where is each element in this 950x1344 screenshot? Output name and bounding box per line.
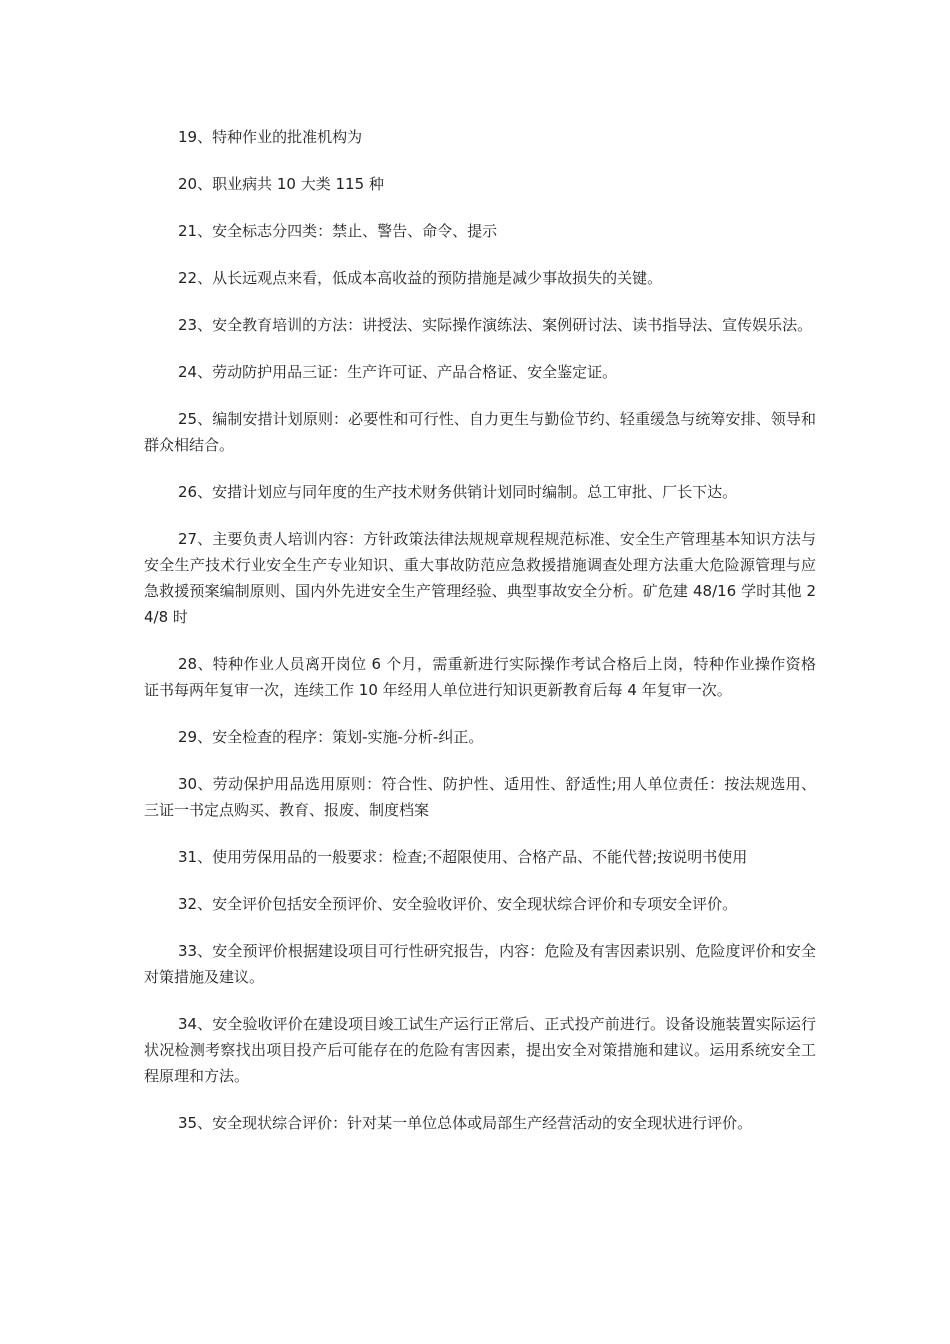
paragraph-33: 33、安全预评价根据建设项目可行性研究报告，内容：危险及有害因素识别、危险度评价和安全对策措施及建议。 <box>144 942 816 986</box>
paragraph-20: 20、职业病共 10 大类 115 种 <box>178 175 384 193</box>
paragraph-25: 25、编制安措计划原则：必要性和可行性、自力更生与勤俭节约、轻重缓急与统筹安排、领导和群众相结合。 <box>144 410 816 454</box>
paragraph-28: 28、特种作业人员离开岗位 6 个月，需重新进行实际操作考试合格后上岗，特种作业操作资格证书每两年复审一次，连续工作 10 年经用人单位进行知识更新教育后每 4 年复审一次。 <box>144 655 816 699</box>
paragraph-27: 27、主要负责人培训内容：方针政策法律法规规章规程规范标准、安全生产管理基本知识方法与安全生产技术行业安全生产专业知识、重大事故防范应急救援措施调查处理方法重大危险源管理与应急救援预案编制原则、国内外先进安全生产管理经验、典型事故安全分析。矿危建 48/16 学时其他 24/8 时 <box>144 530 816 626</box>
paragraph-32: 32、安全评价包括安全预评价、安全验收评价、安全现状综合评价和专项安全评价。 <box>178 895 738 913</box>
paragraph-21: 21、安全标志分四类：禁止、警告、命令、提示 <box>178 222 498 240</box>
paragraph-34: 34、安全验收评价在建设项目竣工试生产运行正常后、正式投产前进行。设备设施装置实际运行状况检测考察找出项目投产后可能存在的危险有害因素，提出安全对策措施和建议。运用系统安全工程原理和方法。 <box>144 1015 816 1085</box>
paragraph-23: 23、安全教育培训的方法：讲授法、实际操作演练法、案例研讨法、读书指导法、宣传娱乐法。 <box>178 316 813 334</box>
paragraph-22: 22、从长远观点来看，低成本高收益的预防措施是减少事故损失的关键。 <box>178 269 663 287</box>
paragraph-24: 24、劳动防护用品三证：生产许可证、产品合格证、安全鉴定证。 <box>178 363 618 381</box>
paragraph-26: 26、安措计划应与同年度的生产技术财务供销计划同时编制。总工审批、厂长下达。 <box>178 483 738 501</box>
paragraph-19: 19、特种作业的批准机构为 <box>178 128 363 146</box>
paragraph-30: 30、劳动保护用品选用原则：符合性、防护性、适用性、舒适性;用人单位责任：按法规选用、三证一书定点购买、教育、报废、制度档案 <box>144 775 816 819</box>
document-body <box>144 124 816 1157</box>
paragraph-31: 31、使用劳保用品的一般要求：检查;不超限使用、合格产品、不能代替;按说明书使用 <box>178 848 748 866</box>
paragraph-29: 29、安全检查的程序：策划-实施-分析-纠正。 <box>178 728 484 746</box>
paragraph-35: 35、安全现状综合评价：针对某一单位总体或局部生产经营活动的安全现状进行评价。 <box>178 1114 753 1132</box>
